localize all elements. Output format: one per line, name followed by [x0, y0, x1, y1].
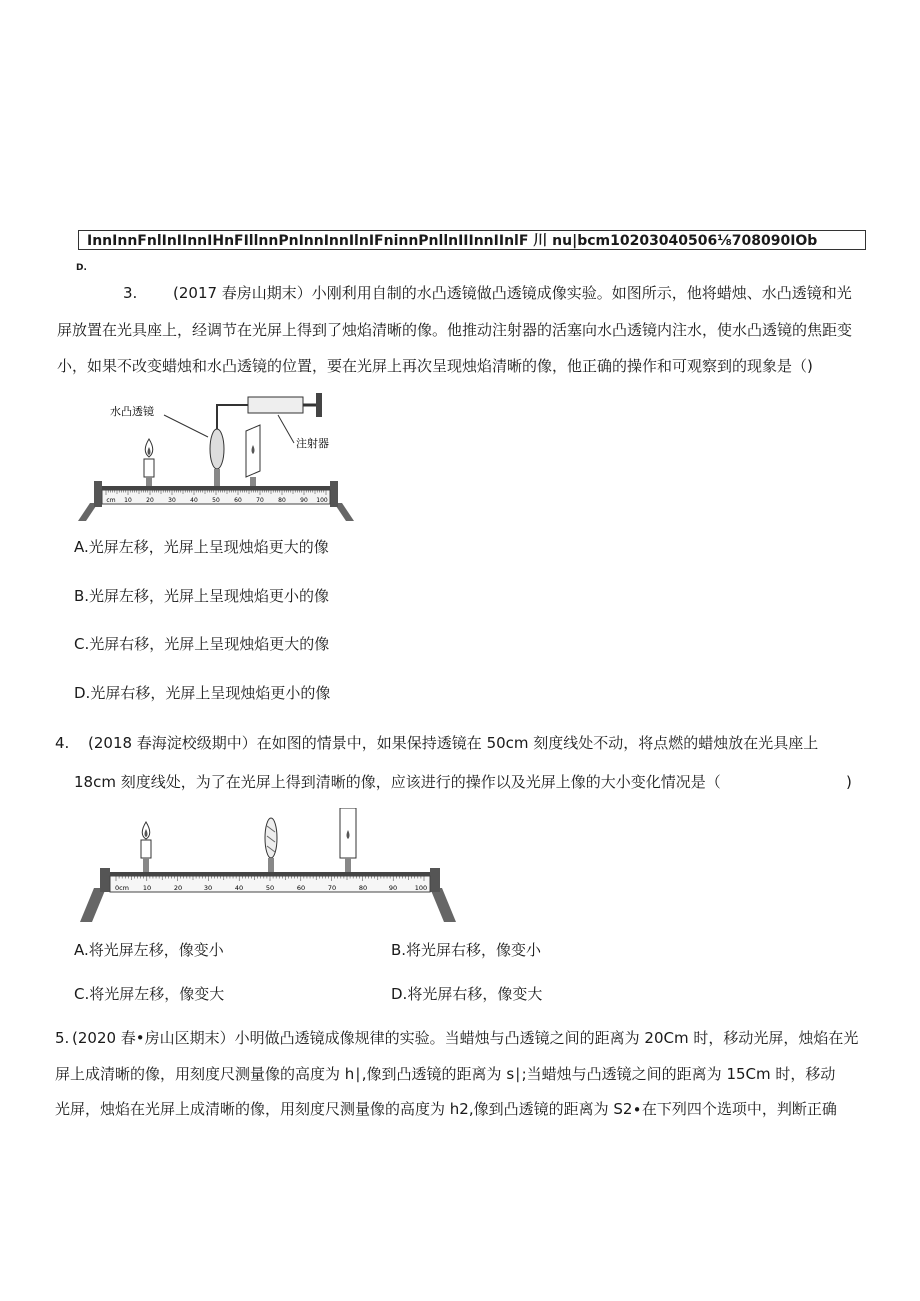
q3-option-b[interactable]: B.光屏左移，光屏上呈现烛焰更小的像 [74, 587, 330, 605]
q4-option-d[interactable]: D.将光屏右移，像变大 [391, 985, 543, 1003]
q4-scale-0: 0cm [114, 884, 130, 892]
q5-line-2: 屏上成清晰的像，用刻度尺测量像的高度为 h∣,像到凸透镜的距离为 s∣;当蜡烛与凸透镜之间的距离为 15Cm 时，移动 [55, 1065, 836, 1083]
q3-line-2: 屏放置在光具座上，经调节在光屏上得到了烛焰清晰的像。他推动注射器的活塞向水凸透镜内注水，使水凸透镜的焦距变 [57, 321, 853, 339]
q3-line-1: (2017 春房山期末）小刚利用自制的水凸透镜做凸透镜成像实验。如图所示，他将蜡烛、水凸透镜和光 [173, 284, 852, 302]
q3-scale-10: 10 [124, 497, 132, 504]
q4-option-a[interactable]: A.将光屏左移，像变小 [74, 941, 224, 959]
q4-scale-10: 10 [142, 884, 152, 892]
q3-option-a[interactable]: A.光屏左移，光屏上呈现烛焰更大的像 [74, 538, 329, 556]
q4-light-screen [340, 808, 356, 872]
q4-scale-50: 50 [265, 884, 275, 892]
q3-option-d[interactable]: D.光屏右移，光屏上呈现烛焰更小的像 [74, 684, 331, 702]
q3-water-lens [210, 405, 248, 486]
q4-scale-80: 80 [358, 884, 368, 892]
q3-scale-40: 40 [190, 497, 198, 504]
q4-scale-40: 40 [234, 884, 244, 892]
q3-figure-optical-bench [78, 385, 358, 523]
q3-scale-20: 20 [146, 497, 154, 504]
q3-scale-30: 30 [168, 497, 176, 504]
q3-scale-80: 80 [278, 497, 286, 504]
q4-line-2-close: ) [846, 773, 852, 791]
q3-syringe-label: 注射器 [296, 437, 329, 450]
q3-scale-100: 100 [316, 497, 328, 504]
q3-line-3: 小，如果不改变蜡烛和水凸透镜的位置，要在光屏上再次呈现烛焰清晰的像，他正确的操作和可观察到的现象是（) [57, 357, 813, 375]
q4-scale-70: 70 [327, 884, 337, 892]
q3-scale-70: 70 [256, 497, 264, 504]
q3-scale-unit: cm [106, 497, 116, 504]
q3-candle [144, 439, 154, 486]
q4-scale-100: 100 [414, 884, 428, 892]
q3-option-c[interactable]: C.光屏右移，光屏上呈现烛焰更大的像 [74, 635, 330, 653]
q4-option-c[interactable]: C.将光屏左移，像变大 [74, 985, 225, 1003]
q3-syringe [248, 393, 322, 417]
q5-line-1: (2020 春•房山区期末）小明做凸透镜成像规律的实验。当蜡烛与凸透镜之间的距离为 20Cm 时，移动光屏，烛焰在光 [72, 1029, 859, 1047]
q4-scale-20: 20 [173, 884, 183, 892]
q4-convex-lens [265, 818, 277, 872]
q4-line-1: (2018 春海淀校级期中）在如图的情景中，如果保持透镜在 50cm 刻度线处不动，将点燃的蜡烛放在光具座上 [88, 734, 819, 752]
q3-scale-90: 90 [300, 497, 308, 504]
q3-lens-label: 水凸透镜 [110, 405, 154, 418]
q5-line-3: 光屏，烛焰在光屏上成清晰的像，用刻度尺测量像的高度为 h2,像到凸透镜的距离为 S2∙在下列四个选项中，判断正确 [55, 1100, 837, 1118]
q3-scale-50: 50 [212, 497, 220, 504]
q4-line-2: 18cm 刻度线处，为了在光屏上得到清晰的像，应该进行的操作以及光屏上像的大小变化情况是（ [74, 773, 721, 791]
q4-candle [141, 822, 151, 872]
q3-scale-60: 60 [234, 497, 242, 504]
q4-scale-30: 30 [203, 884, 213, 892]
ocr-text-strip: InnInnFnlInIInnIHnFIllnnPnInnInnIlnIFninnPnllnIIInnIInlF 川 nu|bcm10203040506⅛708090IOb [78, 230, 866, 250]
q5-number: 5. [55, 1029, 70, 1047]
q3-number: 3. [123, 284, 138, 302]
q4-scale-90: 90 [388, 884, 398, 892]
q4-figure-optical-bench [78, 808, 463, 926]
stray-d-mark: D. [76, 263, 87, 273]
q3-light-screen [246, 425, 260, 486]
q4-scale-60: 60 [296, 884, 306, 892]
q4-option-b[interactable]: B.将光屏右移，像变小 [391, 941, 542, 959]
q4-number: 4. [55, 734, 70, 752]
